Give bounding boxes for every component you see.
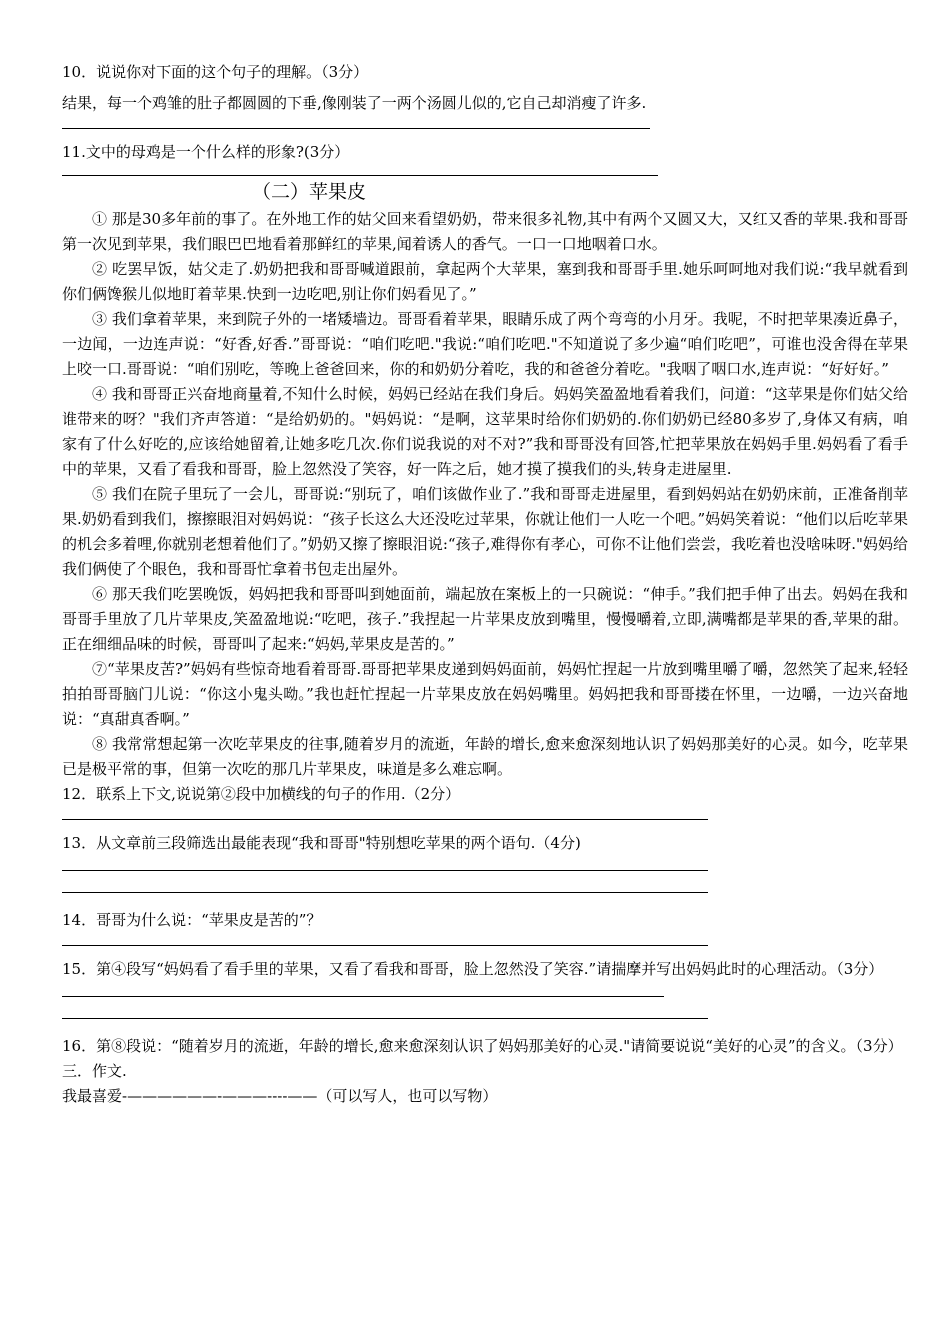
question-10-sentence: 结果，每一个鸡雏的肚子都圆圆的下垂,像刚装了一两个汤圆儿似的,它自己却消瘦了许多. (62, 94, 647, 112)
question-15-prompt: 15．第④段写“妈妈看了看手里的苹果，又看了看我和哥哥，脸上忽然没了笑容.”请揣摩并写出妈妈此时的心理活动。（3分） (62, 960, 884, 978)
essay-prompt: 我最喜爱-——————-———----——（可以写人，也可以写物） (62, 1087, 498, 1105)
paragraph-1: ① 那是30多年前的事了。在外地工作的姑父回来看望奶奶，带来很多礼物,其中有两个又圆又大，又红又香的苹果.我和哥哥第一次见到苹果，我们眼巴巴地看着那鲜红的苹果,闻着诱人的香气。一口一口地咽着口水。 (62, 210, 908, 253)
paragraph-7: ⑦“苹果皮苦?”妈妈有些惊奇地看着哥哥.哥哥把苹果皮递到妈妈面前，妈妈忙捏起一片放到嘴里嚼了嚼，忽然笑了起来,轻轻拍拍哥哥脑门儿说：“你这小鬼头呦。”我也赶忙捏起一片苹果皮放在妈妈嘴里。妈妈把我和哥哥搂在怀里，一边嚼，一边兴奋地说：“真甜真香啊。” (62, 660, 908, 728)
answer-line-15b[interactable] (62, 1006, 908, 1030)
question-14-prompt: 14．哥哥为什么说：“苹果皮是苦的”？ (62, 911, 322, 929)
answer-line-12[interactable] (62, 807, 908, 831)
exam-page (62, 60, 908, 1109)
paragraph-6: ⑥ 那天我们吃罢晚饭，妈妈把我和哥哥叫到她面前，端起放在案板上的一只碗说：“伸手。”我们把手伸了出去。妈妈在我和哥哥手里放了几片苹果皮,笑盈盈地说:“吃吧，孩子.”我捏起一片苹果皮放到嘴里，慢慢嚼着,立即,满嘴都是苹果的香,苹果的甜。正在细细品味的时候，哥哥叫了起来:“妈妈,苹果皮是苦的。” (62, 585, 908, 653)
answer-line-13a[interactable] (62, 856, 908, 880)
question-11-prompt: 11.文中的母鸡是一个什么样的形象?(3分） (62, 143, 350, 161)
question-10-prompt: 10．说说你对下面的这个句子的理解。（3分） (62, 63, 369, 81)
paragraph-8: ⑧ 我常常想起第一次吃苹果皮的往事,随着岁月的流逝，年龄的增长,愈来愈深刻地认识了妈妈那美好的心灵。如今，吃苹果已是极平常的事，但第一次吃的那几片苹果皮，味道是多么难忘啊。 (62, 735, 908, 778)
section-3-title: 三．作文. (62, 1062, 127, 1080)
question-12-prompt: 12．联系上下文,说说第②段中加横线的句子的作用.（2分） (62, 785, 461, 803)
paragraph-5: ⑤ 我们在院子里玩了一会儿，哥哥说:“别玩了，咱们该做作业了.”我和哥哥走进屋里，看到妈妈站在奶奶床前，正准备削苹果.奶奶看到我们，擦擦眼泪对妈妈说：“孩子长这么大还没吃过苹果，你就让他们一人吃一个吧。”妈妈笑着说：“他们以后吃苹果的机会多着哩,你就别老想着他们了。”奶奶又擦了擦眼泪说:“孩子,难得你有孝心，可你不让他们尝尝，我吃着也没啥味呀."妈妈给我们俩使了个眼色，我和哥哥忙拿着书包走出屋外。 (62, 485, 908, 578)
paragraph-4: ④ 我和哥哥正兴奋地商量着,不知什么时候，妈妈已经站在我们身后。妈妈笑盈盈地看着我们，问道：“这苹果是你们姑父给谁带来的呀？"我们齐声答道：“是给奶奶的。"妈妈说：“是啊，这苹果时给你们奶奶的.你们奶奶已经80多岁了,身体又有病，咱家有了什么好吃的,应该给她留着,让她多吃几次.你们说我说的对不对?”我和哥哥没有回答,忙把苹果放在妈妈手里.妈妈看了看手中的苹果，又看了看我和哥哥，脸上忽然没了笑容，好一阵之后，她才摸了摸我们的头,转身走进屋里. (62, 385, 908, 478)
answer-line-13b[interactable] (62, 880, 908, 904)
answer-line-11[interactable] (62, 165, 908, 189)
answer-line-15a[interactable] (62, 982, 908, 1006)
question-13-prompt: 13．从文章前三段筛选出最能表现“我和哥哥"特别想吃苹果的两个语句.（4分) (62, 834, 581, 852)
question-16-prompt: 16．第⑧段说：“随着岁月的流逝，年龄的增长,愈来愈深刻认识了妈妈那美好的心灵."请简要说说“美好的心灵”的含义。（3分） (62, 1037, 903, 1055)
paragraph-3: ③ 我们拿着苹果，来到院子外的一堵矮墙边。哥哥看着苹果，眼睛乐成了两个弯弯的小月牙。我呢，不时把苹果凑近鼻子，一边闻，一边连声说：“好香,好香.”哥哥说：“咱们吃吧."我说:“咱们吃吧."不知道说了多少遍“咱们吃吧”，可谁也没舍得在苹果上咬一口.哥哥说：“咱们别吃，等晚上爸爸回来，你的和奶奶分着吃，我的和爸爸分着吃。"我咽了咽口水,连声说：“好好好。” (62, 310, 908, 378)
paragraph-2: ② 吃罢早饭，姑父走了.奶奶把我和哥哥喊道跟前，拿起两个大苹果，塞到我和哥哥手里.她乐呵呵地对我们说:“我早就看到你们俩馋猴儿似地盯着苹果.快到一边吃吧,别让你们妈看见了。” (62, 260, 908, 303)
section-2-title: （二）苹果皮 (252, 181, 367, 203)
answer-line-14[interactable] (62, 933, 908, 957)
answer-line-10[interactable] (62, 116, 908, 140)
